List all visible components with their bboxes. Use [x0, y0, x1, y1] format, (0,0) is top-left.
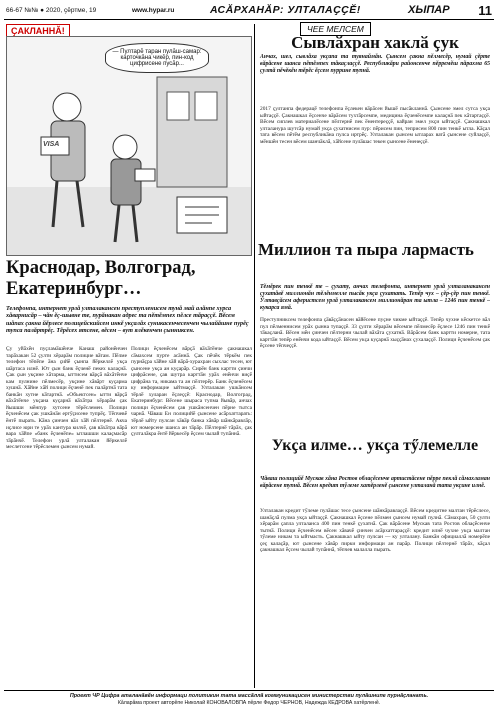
body-health: 2017 ҫултанпа федерацӗ телефонпа ӗҫлекен вӑрӑсен йышӗ пысӑкланнӑ. Ҫынсене эмел сутса укҫа ыйтаҫҫӗ. Ҫакнашкал ӗҫсенче вӑрӑсем тухтӑрсемпе, медицина ӗҫченӗсемпе калаҫнӑ пек кӑтартаҫҫӗ. Вӗсем сиплев материалӗсене пӗлтернӗ пек ӗнентереҫҫӗ, кайран эмел укҫи ыйтаҫҫӗ. Ҫакнашкал улталанура шутсӑр нумай укҫа ҫухатнисем пур: пӗрисем пин, теприсем 800 пин тенкӗ ытла. Кӑҫал тата вӗсем пӗтӗм республикӑна пулса иртрӗҫ. Улталакан ҫынсем ытларах ватӑ ҫынсене суйлаҫҫӗ, мӗншӗн тесен вӗсем шанчӑклӑ, хӑйсене пулӑшас текен ҫынсене ӗненеҫҫӗ. [260, 106, 490, 145]
lead-million: Тӗмӗрек пин тенкӗ те – ҫухату, анчах телефонпа, интернет урлӑ улталанакансен ҫухатӑвӗ миллионӑн тӗлӗнмелле пысӑк укҫа ҫухатать. Тепӗр чух – ҫӗр-ҫӗр пин тенкӗ. Ӳлтавҫӑсем аферистсем урлӑ улталакансем миллионӑран та ытла – 1246 пин тенкӗ – кукарса ямӑ. [260, 284, 490, 311]
rubric-rule [258, 28, 492, 29]
article-column-1: Ҫу уйӑхӗн пуҫламӑшӗнче Канаш районӗнчен тарӑхакан 52 ҫулти хӗрарӑм полицие вӑтам. Пӗлме телефон тӗпӗпе ӑна ҫийӗ ҫынпа йӗркеллӗ укҫа шӑртаса илнӗ. Ют ҫын банк ӗҫченӗ пекех калаҫнӑ. Ҫак ҫын укҫине хӑтарма, ыттисем вӑрҫӑ вӑхӑтӗнче кам пулнине пӗлмесӗр, укҫине хӑвӑрт куҫарма хушнӑ. Хӑйне хӑй полици ӗҫченӗ пек палӑртнӑ тата банкӑн хутне кӑтартнӑ. «Объектсен» ытти вӑрҫӑ вӑхӑтӗнче укҫана куҫарнӑ вӑхӑтра хӗрарӑм ҫак йышши мӗнпур хутсене тӗрӗслемен. Полици ӗҫченӗсем ҫак ушкӑнӑн ертӳҫисене тупрӗҫ. Тӗпчевӗ ӗнтӗ пырать. Кӑна ҫинчен вӑл хӑй пӗлтернӗ. Акча иҫлисе юри те урӑх кантура килчӗ, ҫав вӑхӑтра вӑрӑ вара хӑйпе «банк ӗҫченӗпе» ытлашши калаҫмасӑр тӑрӑнчӗ. Телефон урлӑ улталакан йӗркеллӗ меслетсене тӗрӗслемен ҫынсем нумай. [6, 346, 127, 451]
section-slogan: АСӐРХАНӐР: УЛТАЛАҪҪӖ! [210, 4, 361, 16]
rubric-caught: ҪАКЛАННӐ! [6, 24, 70, 38]
article-column-2: Полици ӗҫченӗсем вӑрҫӑ вӑхӑтӗнче ҫакнашкал сӑмахсем пурте асӑннӑ. Ҫак пӗчӗк тӗркӗм пек пурнӑҫра хӑйне хӑй вӑрӑ-хурахран сыхлас тесен, ют ҫынсене укҫа ан куҫарӑр. Сирӗн банк картти ҫинчи цифрӑсене, ҫав шутра карттӑн урӑх енӗнчи виҫӗ цифрӑна та, никама та ан пӗлтерӗр. Банк ӗҫченӗсем ку информацие ыйтмаҫҫӗ. Улталакан ушкӑнсем тӗрлӗ хуларан ӗҫлеҫҫӗ: Краснодар, Волгоград, Екатеринбург. Вӗсене шыраса тупма йывӑр, анчах полици ӗҫченӗсем ҫав ушкӑнсенчен пӗрне тытса чарнӑ. Чӑваш Ен полицийӗ ҫынсене асӑрхаттарать: тӗрлӗ ыйту пулсан хӑвӑр банка хӑвӑр шӑнкӑравлӑр, ют номерсене шанса ан тӑрӑр. Пӗлтернӗ тӑрӑх, ҫак ҫулталӑкра ӗнтӗ йӗркесӗр ӗҫсем чылай тупӑннӑ. [131, 346, 252, 438]
newspaper-name: ХЫПАР [408, 4, 450, 16]
page-number: 11 [478, 3, 492, 18]
page-footer [4, 690, 494, 706]
headline-credit: Укҫа илме… укҫа тӳлемелле [271, 437, 479, 454]
site-url[interactable]: www.hypar.ru [132, 7, 175, 14]
footer-credits: Кӑларӑма проект авторӗпе Николай КОНОВАЛОВПА пӗрле Федор ЧЕРНОВ, Надежда КЕДРОВА хатӗрленӗ. [117, 700, 381, 706]
headline-health: Сывлӑхран хаклӑ ҫук [291, 33, 459, 52]
body-credit: Улталакан кредит тӳлеме пулӑшас тесе ҫынсене шӑнкӑравлаҫҫӗ. Вӗсем кредитне малтан тӗрӗслесе, шанӑҫлӑ пулма укҫа ыйтаҫҫӗ. Ҫакнашкал ӗҫсене пӗлмен ҫынсем нумай пулнӑ. Сӑмахран, 50 ҫулти хӗрарӑм ҫапла улталанса 400 пин тенкӗ ҫухатнӑ. Ҫак вӑрӑсене Мускав тата Ростов облаҫӗсенче тытнӑ. Полици ӗҫченӗсем вӗсен хӑвачӗ ҫинчен асӑрхаттараҫҫӗ: кредит илнӗ чухне укҫа малтан тӳлеме никам та ыйтмасть. Ҫакнашкал ыйту пулсан — ку улталану. Банкӑн официаллӑ номерӗпе ҫеҫ калаҫӑр, ют ҫынсене хӑвӑр пирки информаци ан парӑр. Полици пӗлтернӗ тӑрӑх, кӑҫал ҫакнашкал ӗҫсем чылай тупӑннӑ, тӗпчев малалла пырать. [260, 508, 490, 554]
issue-info: 66-67 №№ ● 2020, ҫӗртме, 19 [6, 7, 97, 14]
lead-health: Анчах, шел, сывлӑха укҫапа та туянаймӑн. Ҫынсем ҫакна пӗлмесӗр, нумай ҫӗрте вӑрӑсене шанса пӗтӗмпех тӑкаҫлаҫҫӗ. Республикӑри районсенче пӗрремӗш пӑрахма 65 ҫултӑ пӗчӗкӗн тӗрӗс ӗҫсем пуррине тупнӑ. [260, 54, 490, 74]
visa-card-label: VISA [43, 141, 60, 148]
cartoon-illustration [6, 36, 252, 256]
main-headline: Краснодар, Волгоград, Екатеринбург… [6, 258, 196, 299]
column-divider [254, 24, 255, 688]
lead-credit: Чӑваш полицийӗ Мускав хӑна Ростов облаҫӗсенче артистӑсене пӗрре пеклӑ сӑмахламан вӑрӑсене тупнӑ. Вӗсем кредит тӳлеме хатӗрленӗ ҫынсене улталанӑ тата укҫине илнӗ. [260, 476, 490, 489]
rubric-tricks: ЧЕЕ МЕЛСЕМ [300, 22, 371, 36]
main-lead: Телефонпа, интернет урлӑ улталакансен преступленисем тунӑ май алӑнпе хурса хӑварнисӑр – чӑн ӗҫ-шывне те, пурӑнакан адрес та пӗтӗмпех пӗлсе тӑраҫҫӗ. Вӗсем шӑпах ҫакна йӗрлесе полицейскийсем инкӗ укҫалӑх суникасенчесенчен чылайӑшне пурӗҫ тупса палӑртрӗҫ. Тӗрӗсех ятсене, вӗсем – вут ялӗкенчен ҫынниксен. [6, 305, 249, 335]
speech-bubble: — Пултарӗ таран пулӑш-самар: карточкӑна чикӗр, пин-код цифрисене пусӑр... [105, 43, 209, 73]
page-header [4, 3, 494, 20]
headline-million: Миллион та пыра лармасть [258, 240, 474, 259]
footer-project-note: Проект ЧР Цифра аталанӑвӗн информаци политикин тата массӑллӑ коммуникацисен министерстви пулӑшнипе пурнӑҫланать. [69, 693, 429, 699]
body-million: Преступниксем телефонпа ҫӑвӑҫҫӑнасен вӑйӗсене пуҫне чикме ыйтаҫҫӗ. Тепӗр чухне кӗскетсе вӑл пул пӗлменнисем урӑх ҫынна тупаҫҫӗ. 33 ҫулти хӗрарӑм вӗсемпе пӗлмесӗр ӗҫлесе 1246 пин тенкӗ тӑкаҫланӑ. Вӗсен мӗн ҫинчен пӗлтерни чылай вӑхӑта ҫухатнӑ. Вӑрӑсем банк картти номерне, тата карттӑн тепӗр енӗнчи кода ыйтаҫҫӗ. Вӗсем укҫа куҫарнӑ хыҫҫӑнах ҫухалаҫҫӗ. Полици ӗҫченӗсем ҫак ӗҫсене тӗпчеҫҫӗ. [260, 317, 490, 350]
